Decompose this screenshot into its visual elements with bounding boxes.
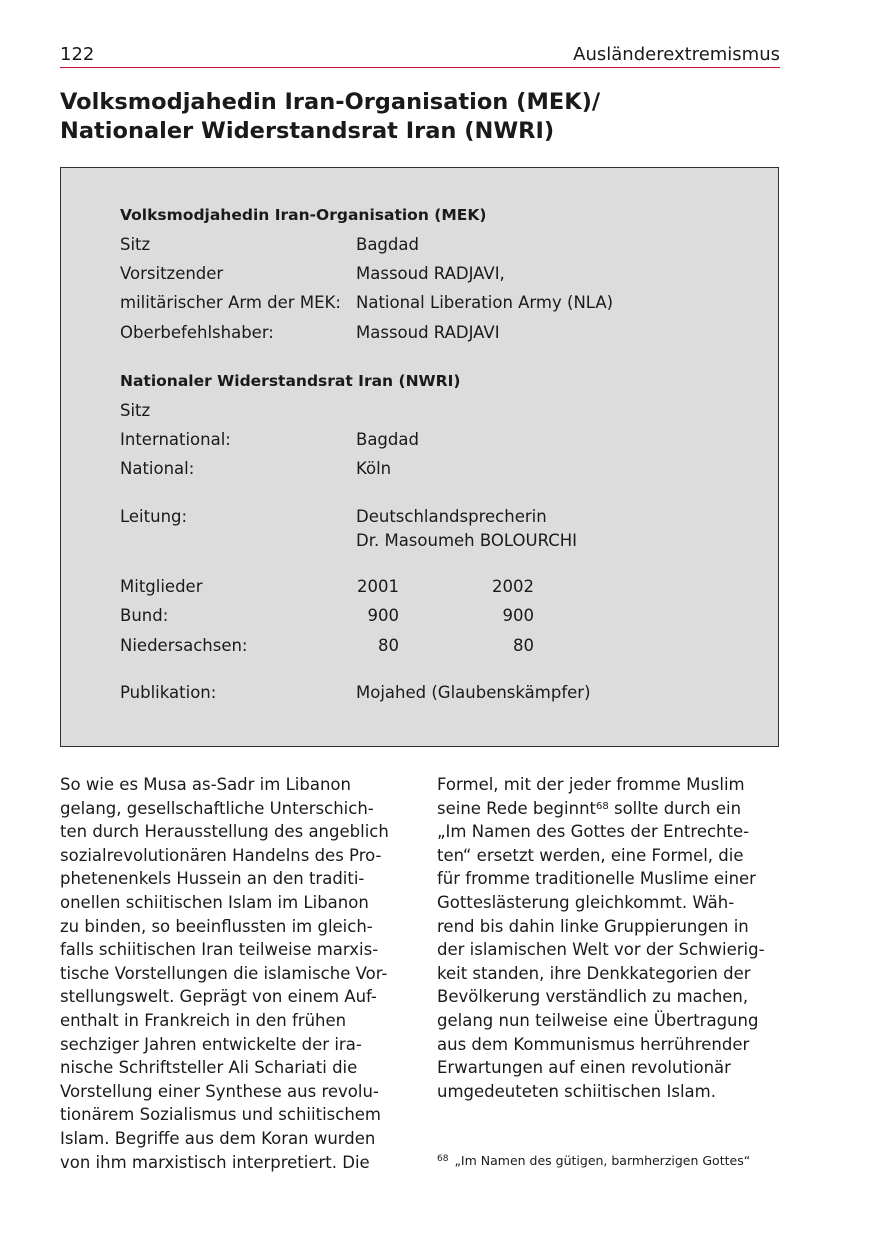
mek-vorsitzender-value: Massoud RADJAVI, (356, 264, 505, 283)
bund-label: Bund: (120, 606, 169, 625)
page-number: 122 (60, 44, 95, 65)
text-line: enthalt in Frankreich in den frühen (60, 1010, 347, 1030)
text-line: nische Schriftsteller Ali Schariati die (60, 1058, 358, 1078)
text-line: falls schiitischen Iran teilweise marxis- (60, 940, 379, 960)
text-line: umgedeuteten schiitischen Islam. (437, 1081, 716, 1101)
mek-oberbefehlshaber-value: Massoud RADJAVI (356, 323, 500, 342)
body-column-left (60, 773, 400, 1174)
running-title: Ausländerextremismus (573, 44, 780, 65)
page-title (60, 88, 600, 146)
nwri-leitung-value-line-2: Dr. Masoumeh BOLOURCHI (356, 531, 578, 550)
page-header (60, 44, 780, 68)
header-rule (60, 67, 780, 68)
text-line: Vorstellung einer Synthese aus revolu- (60, 1081, 379, 1101)
text-line: Erwartungen auf einen revolutionär (437, 1058, 731, 1078)
text-line: Bevölkerung verständlich zu machen, (437, 987, 749, 1007)
bund-2002-value: 900 (502, 606, 534, 625)
text-line: „Im Namen des Gottes der Entrechte- (437, 822, 750, 842)
text-segment: sollte durch ein (608, 798, 742, 818)
text-line: gelang, gesellschaftliche Unterschich- (60, 798, 374, 818)
text-line: ten“ ersetzt werden, eine Formel, die (437, 845, 744, 865)
nwri-national-value: Köln (356, 459, 392, 478)
text-line: phetenenkels Hussein an den traditi- (60, 869, 365, 889)
members-year-2002: 2002 (492, 577, 534, 596)
nwri-leitung-label: Leitung: (120, 507, 188, 526)
bund-2001-value: 900 (367, 606, 399, 625)
mek-heading: Volksmodjahedin Iran-Organisation (MEK) (120, 206, 487, 224)
page-title-line-2: Nationaler Widerstandsrat Iran (NWRI) (60, 118, 555, 144)
text-line: tische Vorstellungen die islamische Vor- (60, 963, 388, 983)
niedersachsen-2001-value: 80 (378, 636, 399, 655)
nwri-leitung-value-line-1: Deutschlandsprecherin (356, 507, 547, 526)
nwri-international-value: Bagdad (356, 430, 419, 449)
body-paragraph-right (437, 773, 782, 1103)
text-line: gelang nun teilweise eine Übertragung (437, 1010, 759, 1030)
text-line: aus dem Kommunismus herrührender (437, 1034, 750, 1054)
niedersachsen-2002-value: 80 (513, 636, 534, 655)
text-line-with-footnote-ref (437, 797, 782, 821)
text-line: für fromme traditionelle Muslime einer (437, 869, 756, 889)
mek-military-arm-value: National Liberation Army (NLA) (356, 293, 614, 312)
text-line: So wie es Musa as-Sadr im Libanon (60, 775, 351, 794)
text-line: onellen schiitischen Islam im Libanon (60, 892, 369, 912)
footnote (437, 1153, 750, 1168)
nwri-sitz-label: Sitz (120, 401, 151, 420)
text-line: rend bis dahin linke Gruppierungen in (437, 916, 749, 936)
mek-sitz-label: Sitz (120, 235, 151, 254)
text-line: von ihm marxistisch interpretiert. Die (60, 1152, 370, 1172)
page-title-line-1: Volksmodjahedin Iran-Organisation (MEK)/ (60, 89, 601, 115)
text-line: zu binden, so beeinflussten im gleich- (60, 916, 373, 936)
nwri-heading: Nationaler Widerstandsrat Iran (NWRI) (120, 372, 461, 390)
members-label: Mitglieder (120, 577, 203, 596)
nwri-national-label: National: (120, 459, 195, 478)
text-line: Gotteslästerung gleichkommt. Wäh- (437, 892, 735, 912)
niedersachsen-label: Niedersachsen: (120, 636, 248, 655)
text-line: ten durch Herausstellung des angeblich (60, 822, 389, 842)
text-line: keit standen, ihre Denkkategorien der (437, 963, 751, 983)
publication-value: Mojahed (Glaubenskämpfer) (356, 683, 591, 702)
footnote-text: „Im Namen des gütigen, barmherzigen Gottes“ (454, 1153, 751, 1168)
text-line: stellungswelt. Geprägt von einem Auf- (60, 987, 377, 1007)
mek-military-arm-label: militärischer Arm der MEK: (120, 293, 341, 312)
text-line: Formel, mit der jeder fromme Muslim (437, 775, 745, 794)
text-segment: seine Rede beginnt (437, 798, 596, 818)
text-line: Islam. Begriffe aus dem Koran wurden (60, 1128, 376, 1148)
text-line: sozialrevolutionären Handelns des Pro- (60, 845, 382, 865)
nwri-international-label: International: (120, 430, 231, 449)
members-year-2001: 2001 (357, 577, 399, 596)
footnote-reference[interactable]: 68 (596, 800, 609, 812)
publication-label: Publikation: (120, 683, 217, 702)
mek-oberbefehlshaber-label: Oberbefehlshaber: (120, 323, 274, 342)
text-line: der islamischen Welt vor der Schwierig- (437, 940, 765, 960)
info-box (60, 167, 779, 747)
body-column-right (437, 773, 782, 1103)
body-paragraph-left (60, 773, 400, 1174)
text-line: tionärem Sozialismus und schiitischem (60, 1105, 382, 1125)
footnote-number: 68 (437, 1154, 449, 1164)
text-line: sechziger Jahren entwickelte der ira- (60, 1034, 362, 1054)
mek-vorsitzender-label: Vorsitzender (120, 264, 224, 283)
mek-sitz-value: Bagdad (356, 235, 419, 254)
